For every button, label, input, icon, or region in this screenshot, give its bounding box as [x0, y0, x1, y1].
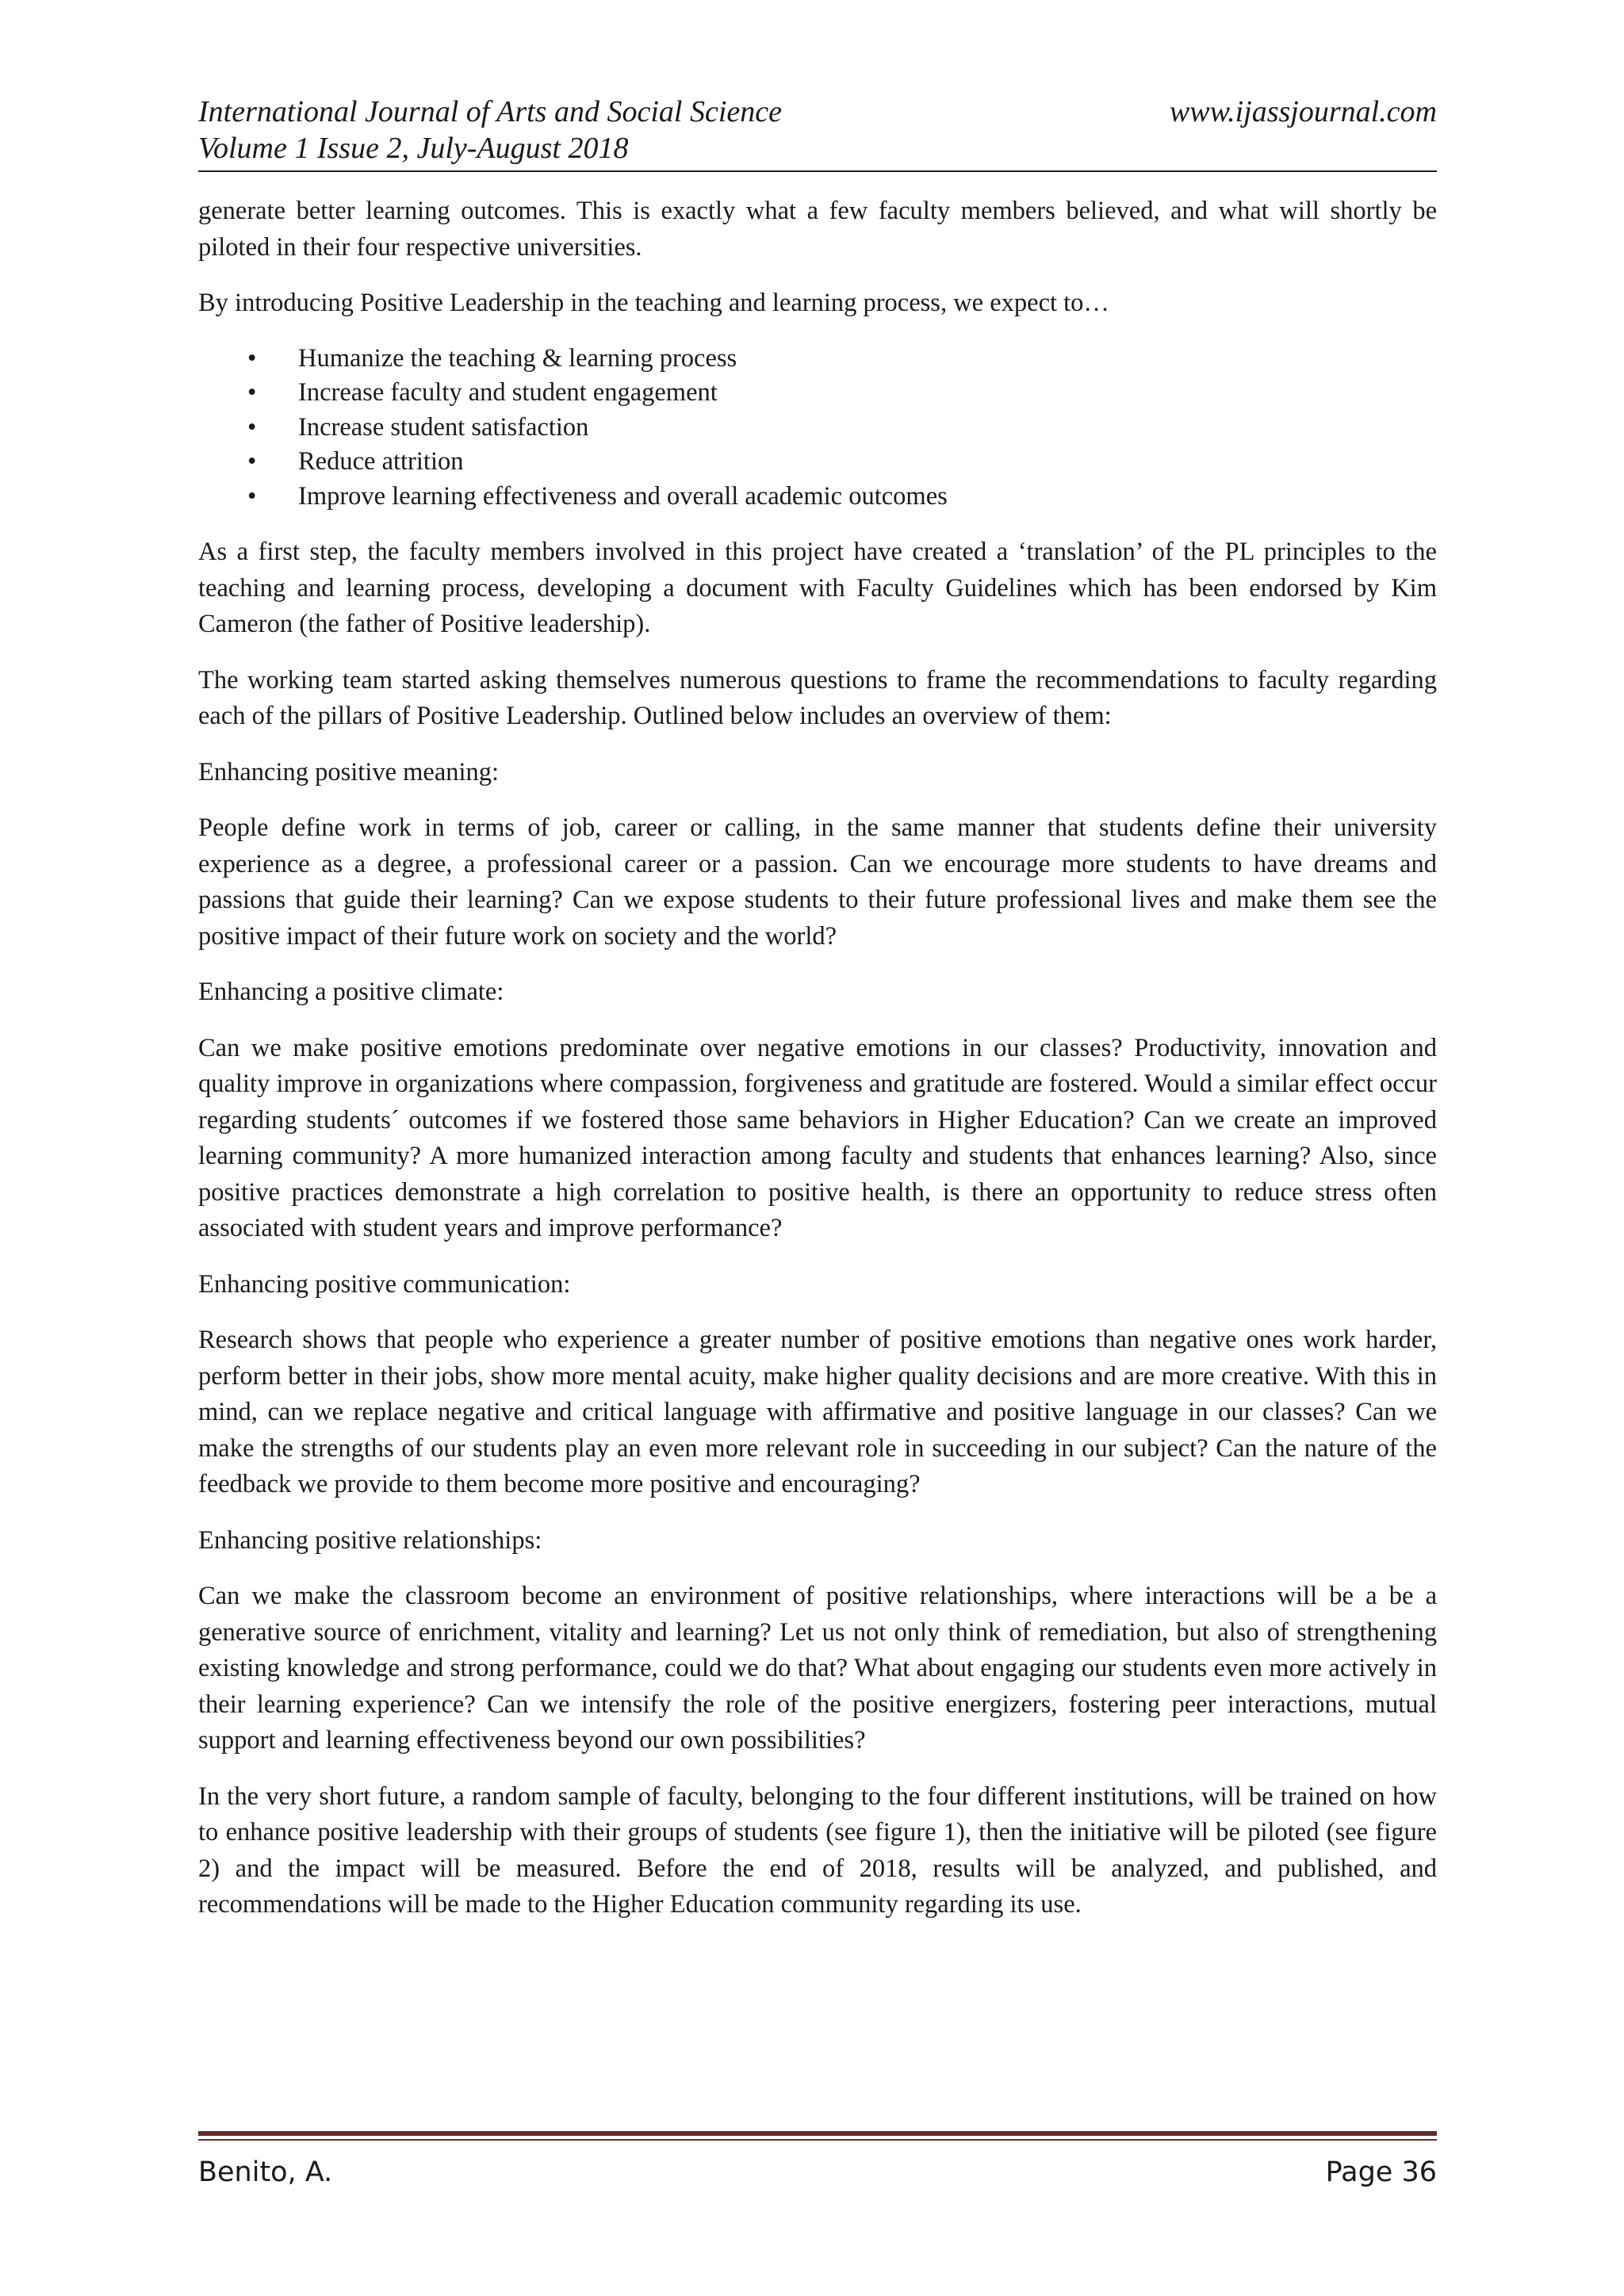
section-heading-communication: Enhancing positive communication:	[198, 1269, 571, 1299]
paragraph-meaning: People define work in terms of job, career or calling, in the same manner that students define their university experience as a degree, a professional career or a passion. Can we encourage more students to have dreams and passions that guide their learning? Can we expose students to their future professional lives and make them see the positive impact of their future work on society and the world?	[198, 813, 1437, 951]
paragraph-expectations-lead: By introducing Positive Leadership in the teaching and learning process, we expect to…	[198, 289, 1109, 317]
footer-author: Benito, A.	[198, 2156, 333, 2188]
expectations-list	[198, 342, 1437, 515]
bullet-icon: •	[247, 343, 257, 373]
paragraph-first-step: As a first step, the faculty members involved in this project have created a ‘translation’ of the PL principles to the teaching and learning process, developing a document with Faculty Guidelines which has been endorsed by Kim Cameron (the father of Positive leadership).	[198, 538, 1437, 638]
paragraph-relationships: Can we make the classroom become an environment of positive relationships, where interactions will be a be a generative source of enrichment, vitality and learning? Let us not only think of remediation, but also of strengthening existing knowledge and strong performance, could we do that? What about engaging our students even more actively in their learning experience? Can we intensify the role of the positive energizers, fostering peer interactions, mutual support and learning effectiveness beyond our own possibilities?	[198, 1582, 1437, 1755]
paragraph-working-team: The working team started asking themselves numerous questions to frame the recommendations to faculty regarding each of the pillars of Positive Leadership. Outlined below includes an overview of them:	[198, 665, 1437, 730]
paragraph-communication: Research shows that people who experience a greater number of positive emotions than negative ones work harder, perform better in their jobs, show more mental acuity, make higher quality decisions and are more creative. With this in mind, can we replace negative and critical language with affirmative and positive language in our classes? Can we make the strengths of our students play an even more relevant role in succeeding in our subject? Can the nature of the feedback we provide to them become more positive and encouraging?	[198, 1326, 1437, 1498]
journal-issue: Volume 1 Issue 2, July-August 2018	[198, 132, 629, 165]
list-item: • Reduce attrition	[247, 445, 1437, 480]
paragraph-climate: Can we make positive emotions predominate over negative emotions in our classes? Productivity, innovation and quality improve in organizations where compassion, forgiveness and gratitude are fostered. Would a similar effect occur regarding students´ outcomes if we fostered those same behaviors in Higher Education? Can we create an improved learning community? A more humanized interaction among faculty and students that enhances learning? Also, since positive practices demonstrate a high correlation to positive health, is there an opportunity to reduce stress often associated with student years and improve performance?	[198, 1033, 1437, 1242]
header-divider	[198, 170, 1437, 172]
section-heading-meaning: Enhancing positive meaning:	[198, 757, 500, 786]
bullet-icon: •	[247, 412, 257, 442]
list-item: • Humanize the teaching & learning process	[247, 342, 1437, 377]
section-heading-relationships: Enhancing positive relationships:	[198, 1525, 542, 1555]
section-heading-climate: Enhancing a positive climate:	[198, 978, 504, 1006]
journal-website: www.ijassjournal.com	[1169, 95, 1437, 128]
paragraph-intro-continued: generate better learning outcomes. This is exactly what a few faculty members believed, and what will shortly be piloted in their four respective universities.	[198, 197, 1437, 262]
bullet-icon: •	[247, 378, 257, 407]
list-item: • Increase faculty and student engagement	[247, 376, 1437, 411]
list-item: • Increase student satisfaction	[247, 411, 1437, 446]
bullet-icon: •	[247, 447, 257, 476]
page-number: Page 36	[1325, 2156, 1437, 2188]
running-footer	[198, 2155, 1437, 2190]
paragraph-future-plans: In the very short future, a random sample of faculty, belonging to the four different institutions, will be trained on how to enhance positive leadership with their groups of students (see figure 1), then the initiative will be piloted (see figure 2) and the impact will be measured. Before the end of 2018, results will be analyzed, and published, and recommendations will be made to the Higher Education community regarding its use.	[198, 1781, 1437, 1919]
footer-divider-thin	[198, 2139, 1437, 2141]
list-item: • Improve learning effectiveness and overall academic outcomes	[247, 480, 1437, 515]
bullet-icon: •	[247, 481, 257, 511]
journal-title: International Journal of Arts and Social Science	[198, 95, 782, 128]
body-text	[198, 193, 1437, 1943]
running-header	[198, 94, 1437, 166]
footer-divider-thick	[198, 2131, 1437, 2136]
